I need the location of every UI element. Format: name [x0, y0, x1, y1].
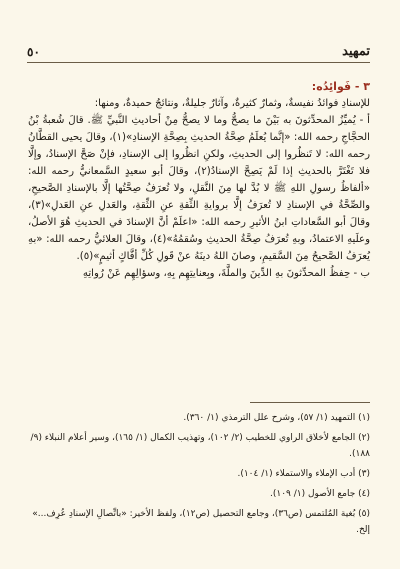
- main-text: [28, 78, 370, 282]
- running-title: تمهيد: [342, 44, 370, 59]
- footnote-2: (٢) الجامع لأخلاق الراوي للخطيب (٢/ ١٠٢)، وتهذيب الكمال (١/ ١٦٥)، وسير أعلام النبلاء (٩/ ١٨٨).: [30, 433, 370, 459]
- section-heading: ٣ - فَوائِدُه:: [311, 80, 370, 93]
- footnote-3: (٣) أدب الإملاء والاستملاء (١/ ١٠٤).: [237, 469, 370, 479]
- point-a-paragraph: أ - يُميِّزُ المحدِّثونَ به بَيْنَ ما يصحُّ وما لا يصحُّ مِنْ أحاديثِ النَّبيِّ ﷺ. قالَ شُعبةُ بْنُ الحجَّاجِ رحمه الله: «إنَّما يُعلَمُ صِحَّةُ الحديثِ بِصِحَّةِ الإسنادِ»(١)، وقالَ يحيى القطَّانُ رحمه الله: لا تَنظُروا إلى الحديثِ، ولكنِ انظُروا إلى الإسنادِ، فإنْ صَحَّ الإسنادُ، وإلَّا فلا تَغْتَرَّ بالحديثِ إذا لَمْ يَصِحَّ الإسنادُ(٢)، وقالَ أبو سعيدٍ السَّمعانيُّ رحمه الله: «ألفاظُ رسولِ اللهِ ﷺ لا بُدَّ لها مِنَ النَّقلِ، ولا تُعرَفُ صِحَّتُها إلَّا بالإسنادِ الصَّحيحِ، والصِّحَّةُ في الإسنادِ لا تُعرَفُ إلَّا بروايةِ الثِّقةِ عنِ الثِّقةِ، والعَدلِ عنِ العَدلِ»(٣)، وقالَ أبو السَّعاداتِ ابنُ الأثيرِ رحمه الله: «اعلَمْ أنَّ الإسنادَ في الحديثِ هُوَ الأصلُ، وعلَيهِ الاعتمادُ، وبهِ تُعرَفُ صِحَّةُ الحديثِ وسُقمُهُ»(٤)، وقالَ العلائيُّ رحمه الله: «بهِ يُعرَفُ الصَّحيحُ مِنَ السَّقيمِ، وصانَ اللهُ دينَهُ عنْ قَولِ كُلِّ أفَّاكٍ أثيمٍ»(٥).: [28, 115, 370, 262]
- section-intro: للإسنادِ فوائدُ نفيسةٌ، وثمارٌ كثيرةٌ، وآثارٌ جليلةٌ، ونتائجُ حميدةٌ، ومنها:: [94, 98, 370, 109]
- point-b-paragraph: ب - حِفظُ المحدِّثونَ بهِ الدِّينَ والملَّةَ، وبِعنايتِهِم بِهِ، وسؤالِهِم عَنْ رُواتِهِ: [82, 268, 370, 279]
- footnote-1: (١) التمهيد (١/ ٥٧)، وشرح علل الترمذي (١/ ٣٦٠).: [183, 413, 370, 423]
- footnotes: [28, 410, 370, 542]
- page-header: [27, 36, 370, 63]
- footnote-separator: [250, 402, 370, 403]
- footnote-5: (٥) بُغية المُلتمس (ص٣٦)، وجامع التحصيل (ص١٢)، ولفظ الأخير: «باتِّصالِ الإسنادِ عُرِف...» إلخ.: [32, 509, 370, 535]
- page-number: ٥٠: [27, 45, 40, 59]
- footnote-4: (٤) جامع الأصول (١/ ١٠٩).: [270, 489, 370, 499]
